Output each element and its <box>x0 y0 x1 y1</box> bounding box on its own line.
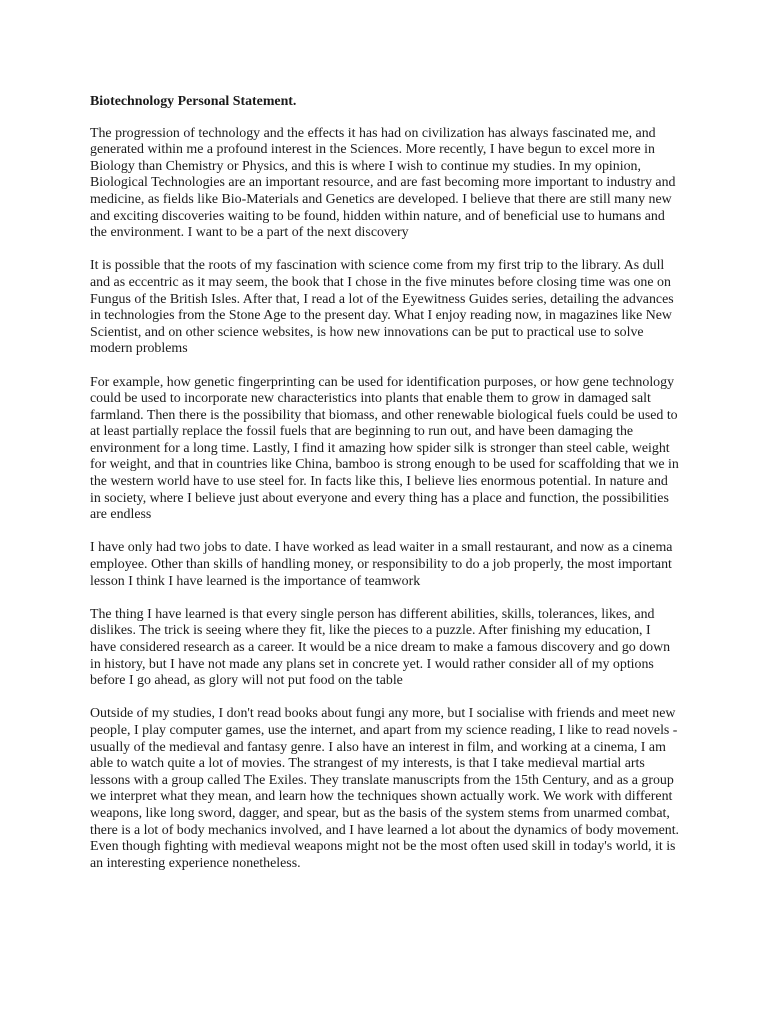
paragraph-2: It is possible that the roots of my fascination with science come from my first trip to the library. As dull and as eccentric as it may seem, the book that I chose in the five minutes before closing time was one on Fungus of the British Isles. After that, I read a lot of the Eyewitness Guides series, detailing the advances in technologies from the Stone Age to the present day. What I enjoy reading now, in magazines like New Scientist, and on other science websites, is how new innovations can be put to practical use to solve modern problems <box>90 258 674 357</box>
document-title: Biotechnology Personal Statement. <box>90 94 297 109</box>
paragraph-5: The thing I have learned is that every single person has different abilities, skills, tolerances, likes, and dislikes. The trick is seeing where they fit, like the pieces to a puzzle. After finishing my education, I have considered research as a career. It would be a nice dream to make a famous discovery and go down in history, but I have not made any plans set in concrete yet. I would rather consider all of my options before I go ahead, as glory will not put food on the table <box>90 606 671 689</box>
paragraph-4: I have only had two jobs to date. I have worked as lead waiter in a small restaurant, and now as a cinema employee. Other than skills of handling money, or responsibility to do a job properly, the most important lesson I think I have learned is the importance of teamwork <box>90 540 673 589</box>
paragraph-1: The progression of technology and the effects it has had on civilization has always fascinated me, and generated within me a profound interest in the Sciences. More recently, I have begun to excel more in Biology than Chemistry or Physics, and this is where I wish to continue my studies. In my opinion, Biological Technologies are an important resource, and are fast becoming more important to industry and medicine, as fields like Bio-Materials and Genetics are developed. I believe that there are still many new and exciting discoveries waiting to be found, hidden within nature, and of beneficial use to humans and the environment. I want to be a part of the next discovery <box>90 125 676 241</box>
document-page <box>90 94 680 889</box>
paragraph-6: Outside of my studies, I don't read books about fungi any more, but I socialise with friends and meet new people, I play computer games, use the internet, and apart from my science reading, I like to read novels - usually of the medieval and fantasy genre. I also have an interest in film, and working at a cinema, I am able to watch quite a lot of movies. The strangest of my interests, is that I take medieval martial arts lessons with a group called The Exiles. They translate manuscripts from the 15th Century, and as a group we interpret what they mean, and learn how the techniques shown actually work. We work with different weapons, like long sword, dagger, and spear, but as the basis of the system stems from unarmed combat, there is a lot of body mechanics involved, and I have learned a lot about the dynamics of body movement. Even though fighting with medieval weapons might not be the most often used skill in today's world, it is an interesting experience nonetheless. <box>90 706 680 871</box>
paragraph-3: For example, how genetic fingerprinting can be used for identification purposes, or how gene technology could be used to incorporate new characteristics into plants that enable them to grow in damaged salt farmland. Then there is the possibility that biomass, and other renewable biological fuels could be used to at least partially replace the fossil fuels that are beginning to run out, and have been damaging the environment for a long time. Lastly, I find it amazing how spider silk is stronger than steel cable, weight for weight, and that in countries like China, bamboo is strong enough to be used for scaffolding that we in the western world have to use steel for. In facts like this, I believe lies enormous potential. In nature and in society, where I believe just about everyone and every thing has a place and function, the possibilities are endless <box>90 374 679 523</box>
